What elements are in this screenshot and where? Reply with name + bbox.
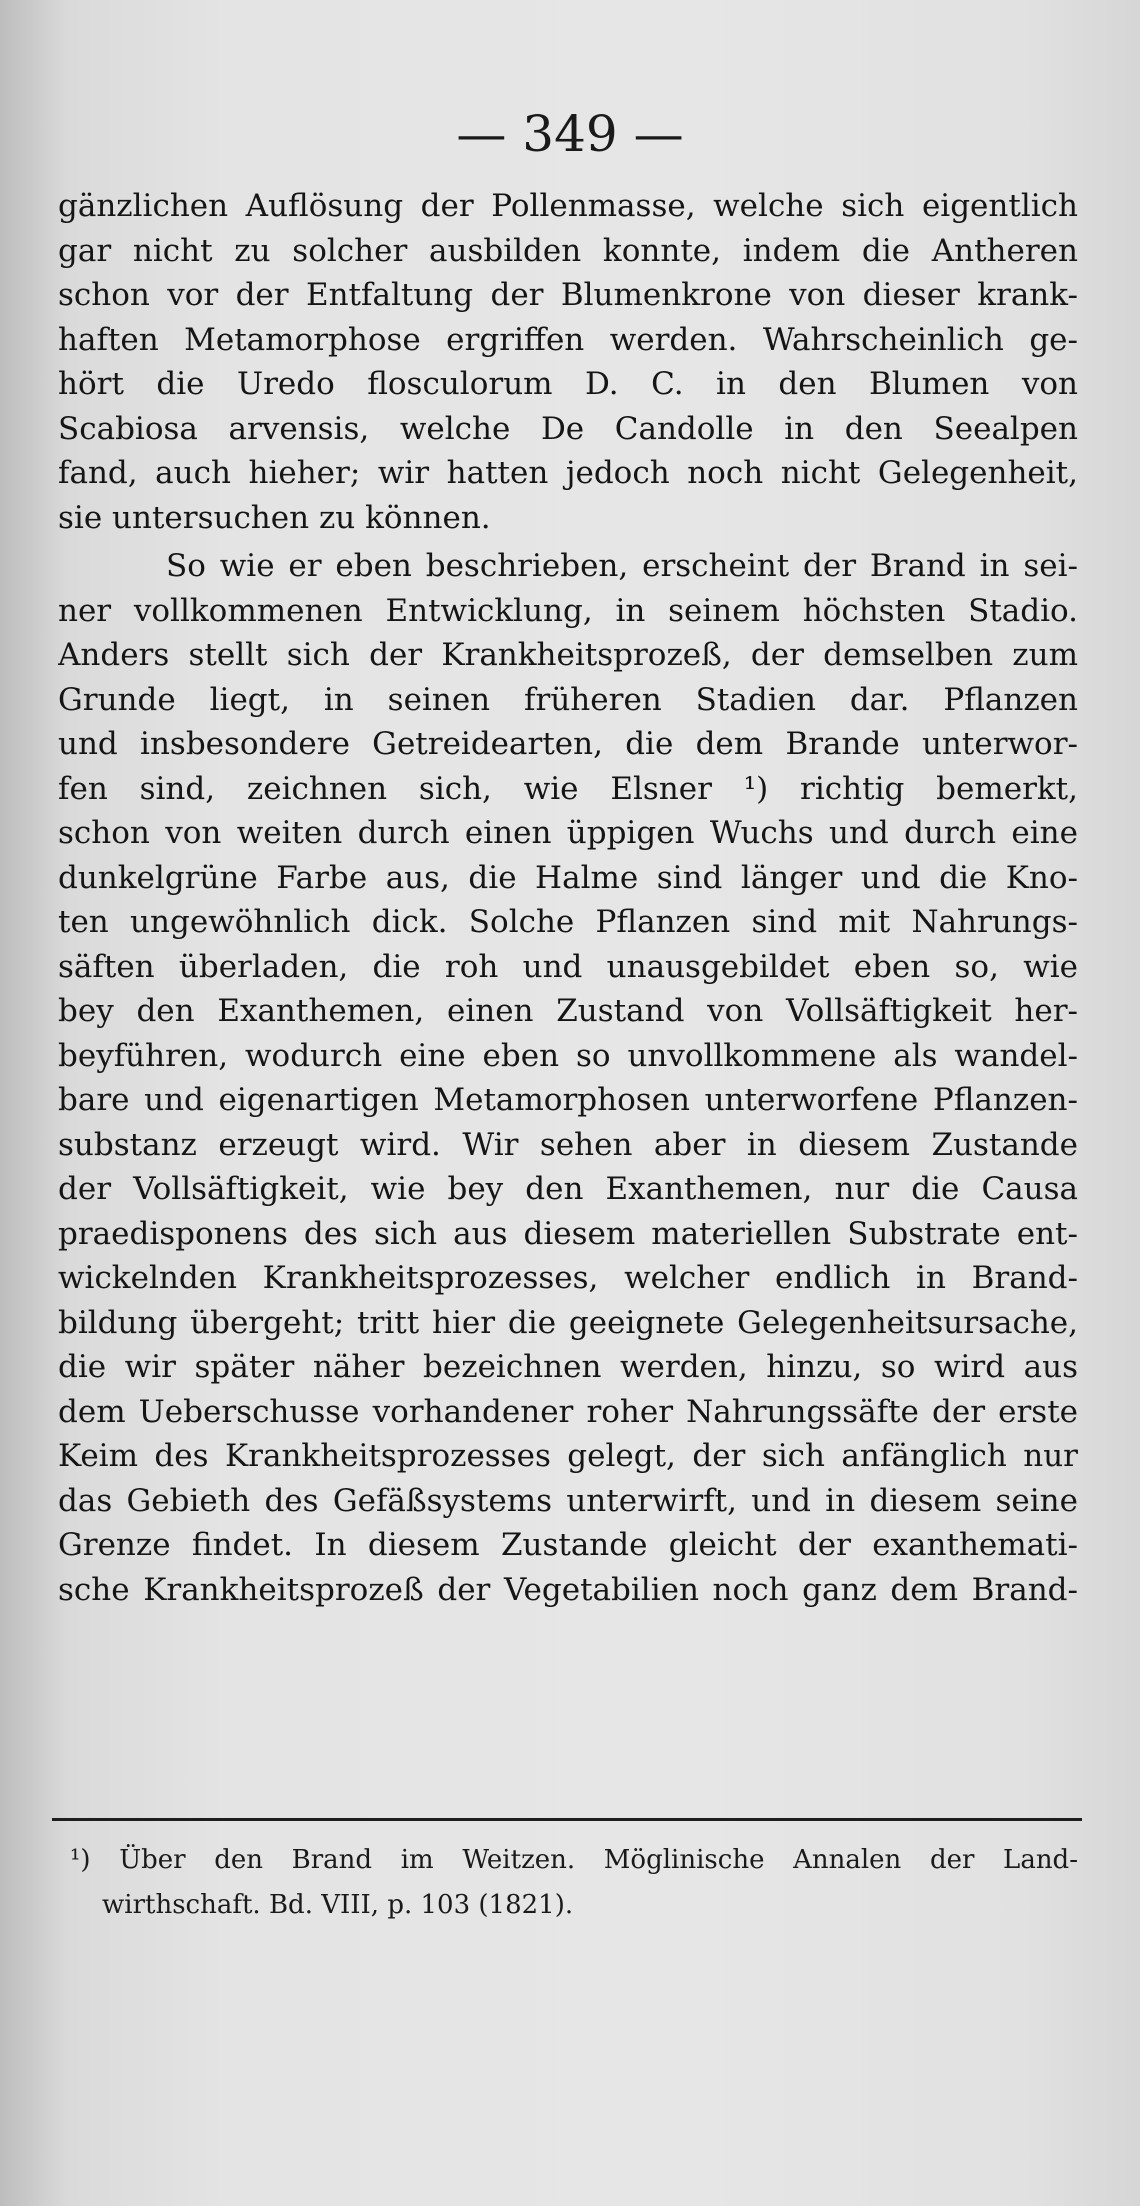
text-line: dem Ueberschusse vorhandener roher Nahrungssäfte der erste [58, 1393, 1078, 1430]
text-line: sche Krankheitsprozeß der Vegetabilien noch ganz dem Brand- [58, 1571, 1078, 1608]
body-text [58, 184, 1078, 1612]
text-line: gar nicht zu solcher ausbilden konnte, indem die Antheren [58, 232, 1078, 269]
footnote-line: wirthschaft. Bd. VIII, p. 103 (1821). [102, 1890, 574, 1920]
text-line: dunkelgrüne Farbe aus, die Halme sind länger und die Kno- [58, 859, 1078, 896]
text-line: beyführen, wodurch eine eben so unvollkommene als wandel- [58, 1037, 1078, 1074]
footnote-1 [70, 1838, 1078, 1928]
paragraph-2 [58, 544, 1078, 1612]
footnote-line: ¹) Über den Brand im Weitzen. Möglinische Annalen der Land- [70, 1845, 1078, 1875]
text-line: hört die Uredo flosculorum D. C. in den Blumen von [58, 366, 1078, 402]
paragraph-1 [58, 184, 1078, 540]
text-line: säften überladen, die roh und unausgebildet eben so, wie [58, 948, 1078, 985]
text-line: die wir später näher bezeichnen werden, hinzu, so wird aus [58, 1349, 1078, 1385]
text-line: fen sind, zeichnen sich, wie Elsner ¹) richtig bemerkt, [58, 770, 1078, 807]
text-line: Anders stellt sich der Krankheitsprozeß, der demselben zum [58, 637, 1078, 673]
text-line: und insbesondere Getreidearten, die dem Brande unterwor- [58, 726, 1078, 762]
text-line: gänzlichen Auflösung der Pollenmasse, welche sich eigentlich [58, 188, 1078, 224]
text-line: das Gebieth des Gefäßsystems unterwirft, und in diesem seine [58, 1482, 1078, 1519]
footnote-divider [52, 1818, 1082, 1821]
text-line: Grenze findet. In diesem Zustande gleicht der exanthemati- [58, 1527, 1078, 1563]
text-line: bare und eigenartigen Metamorphosen unterworfene Pflanzen- [58, 1082, 1078, 1118]
text-line: Grunde liegt, in seinen früheren Stadien dar. Pflanzen [58, 681, 1078, 718]
page-number: — 349 — [456, 105, 684, 163]
text-line: ten ungewöhnlich dick. Solche Pflanzen sind mit Nahrungs- [58, 904, 1078, 940]
text-line: schon von weiten durch einen üppigen Wuchs und durch eine [58, 815, 1078, 851]
text-line: wickelnden Krankheitsprozesses, welcher endlich in Brand- [58, 1260, 1078, 1296]
footnotes [70, 1838, 1078, 1928]
text-line: So wie er eben beschrieben, erscheint der Brand in sei- [166, 548, 1078, 584]
text-line: der Vollsäftigkeit, wie bey den Exanthemen, nur die Causa [58, 1171, 1078, 1207]
text-line: fand, auch hieher; wir hatten jedoch noch nicht Gelegenheit, [58, 455, 1078, 491]
text-line: bey den Exanthemen, einen Zustand von Vollsäftigkeit her- [58, 993, 1078, 1029]
text-line: Keim des Krankheitsprozesses gelegt, der sich anfänglich nur [58, 1438, 1078, 1474]
text-line: Scabiosa arvensis, welche De Candolle in den Seealpen [58, 410, 1078, 447]
text-line: ner vollkommenen Entwicklung, in seinem höchsten Stadio. [58, 592, 1078, 629]
text-line: haften Metamorphose ergriffen werden. Wahrscheinlich ge- [58, 321, 1078, 358]
text-line: substanz erzeugt wird. Wir sehen aber in diesem Zustande [58, 1126, 1078, 1163]
text-line: bildung übergeht; tritt hier die geeignete Gelegenheitsursache, [58, 1304, 1078, 1341]
text-line: praedisponens des sich aus diesem materiellen Substrate ent- [58, 1215, 1078, 1252]
text-line: sie untersuchen zu können. [58, 499, 491, 536]
text-line: schon vor der Entfaltung der Blumenkrone von dieser krank- [58, 277, 1078, 313]
